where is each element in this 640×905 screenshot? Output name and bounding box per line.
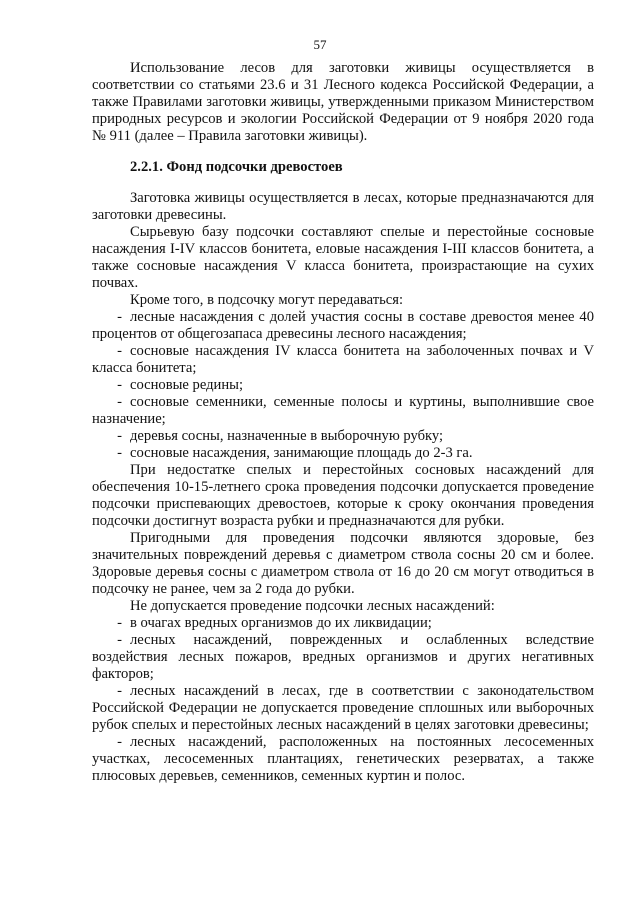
- list-item: [92, 428, 594, 445]
- list-dash: -: [117, 734, 122, 750]
- list-item-text: сосновые насаждения IV класса бонитета на заболоченных почвах и V класса бонитета;: [92, 343, 594, 376]
- list-item: [92, 377, 594, 394]
- list-item-text: деревья сосны, назначенные в выборочную рубку;: [130, 428, 444, 444]
- paragraph-1: Заготовка живицы осуществляется в лесах, которые предназначаются для заготовки древесины.: [92, 190, 594, 223]
- list-item-text: в очагах вредных организмов до их ликвидации;: [130, 615, 432, 631]
- list-dash: -: [117, 632, 122, 648]
- list-item: [92, 343, 594, 377]
- list-restrictions: [92, 615, 594, 785]
- list-dash: -: [117, 445, 122, 461]
- list-item-text: лесных насаждений, поврежденных и ослабленных вследствие воздействия лесных пожаров, вредных организмов и других негативных факторов;: [92, 632, 594, 682]
- list-dash: -: [117, 428, 122, 444]
- list-item: [92, 394, 594, 428]
- paragraph-4: При недостатке спелых и перестойных сосновых насаждений для обеспечения 10-15-летнего срока проведения подсочки допускается проведение подсочки приспевающих древостоев, которые к сроку окончания проведения подсочки достигнут возраста рубки и предназначаются для рубки.: [92, 462, 594, 529]
- page-number: 57: [313, 37, 327, 52]
- list-dash: -: [117, 377, 122, 393]
- list-item: [92, 445, 594, 462]
- list-transfer-items: [92, 309, 594, 462]
- list-item-text: лесные насаждения с долей участия сосны в составе древостоя менее 40 процентов от общегозапаса древесины лесного насаждения;: [92, 309, 594, 342]
- paragraph-6: Не допускается проведение подсочки лесных насаждений:: [130, 598, 495, 614]
- list-item-text: лесных насаждений в лесах, где в соответствии с законодательством Российской Федерации не допускается проведение сплошных или выборочных рубок спелых и перестойных лесных насаждений в целях заготовки древесины;: [92, 683, 594, 733]
- list-dash: -: [117, 615, 122, 631]
- list-dash: -: [117, 309, 122, 325]
- section-heading: 2.2.1. Фонд подсочки древостоев: [130, 159, 343, 175]
- intro-paragraph: Использование лесов для заготовки живицы осуществляется в соответствии со статьями 23.6 и 31 Лесного кодекса Российской Федерации, а также Правилами заготовки живицы, утвержденными приказом Министерством природных ресурсов и экологии Российской Федерации от 9 ноября 2020 года № 911 (далее – Правила заготовки живицы).: [92, 60, 594, 144]
- paragraph-3: Кроме того, в подсочку могут передаваться:: [130, 292, 404, 308]
- list-dash: -: [117, 343, 122, 359]
- list-item: [92, 734, 594, 785]
- document-body: [92, 60, 594, 785]
- list-dash: -: [117, 683, 122, 699]
- list-item-text: сосновые семенники, семенные полосы и куртины, выполнившие свое назначение;: [92, 394, 594, 427]
- list-item: [92, 309, 594, 343]
- list-item: [92, 615, 594, 632]
- paragraph-2: Сырьевую базу подсочки составляют спелые и перестойные сосновые насаждения I-IV классов бонитета, еловые насаждения I-III классов бонитета, а также сосновые насаждения V класса бонитета, произрастающие на сухих почвах.: [92, 224, 594, 291]
- paragraph-5: Пригодными для проведения подсочки являются здоровые, без значительных повреждений деревья с диаметром ствола сосны 20 см и более. Здоровые деревья сосны с диаметром ствола от 16 до 20 см могут отводиться в подсочку не ранее, чем за 2 года до рубки.: [92, 530, 594, 597]
- list-item: [92, 683, 594, 734]
- list-dash: -: [117, 394, 122, 410]
- list-item: [92, 632, 594, 683]
- list-item-text: сосновые редины;: [130, 377, 244, 393]
- list-item-text: сосновые насаждения, занимающие площадь до 2-3 га.: [130, 445, 473, 461]
- list-item-text: лесных насаждений, расположенных на постоянных лесосеменных участках, лесосеменных плантациях, генетических резерватах, а также плюсовых деревьев, семенников, семенных куртин и полос.: [92, 734, 594, 784]
